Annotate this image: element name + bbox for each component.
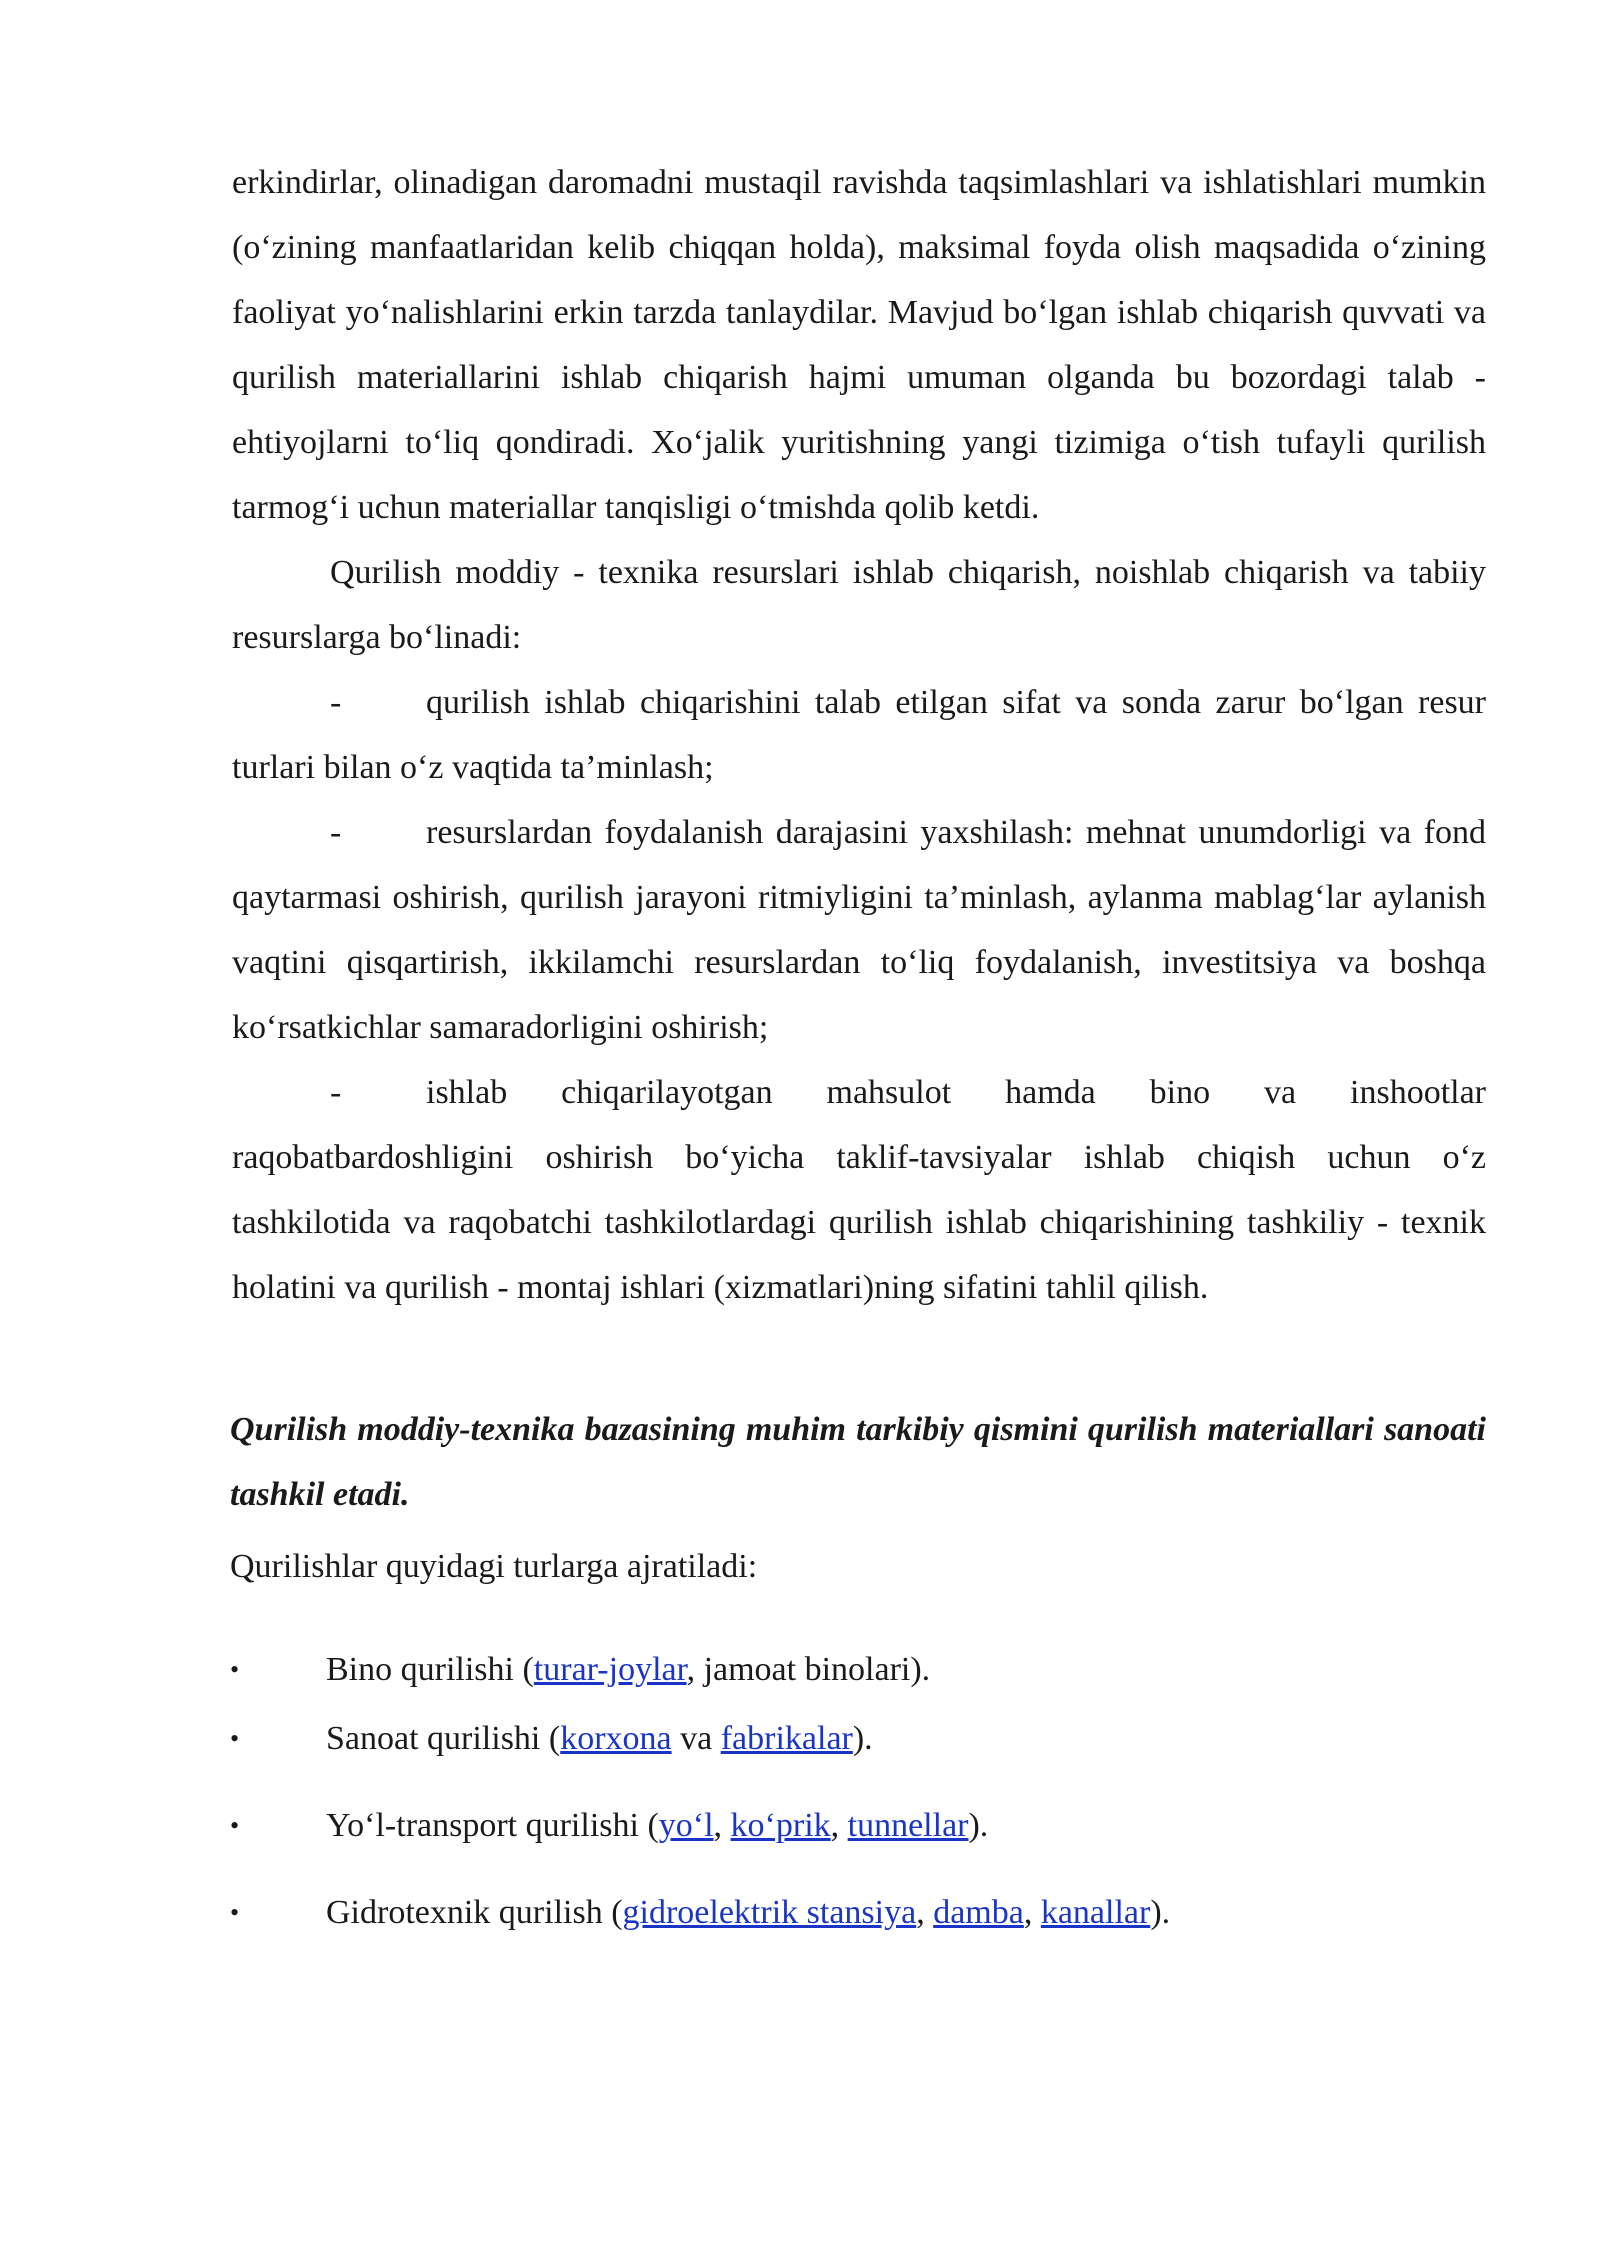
dash-marker: - — [330, 1074, 342, 1111]
dash-item-text: resurslardan foydalanish darajasini yaxshilash: mehnat unumdorligi va fond qaytarmasi oshirish, qurilish jarayoni ritmiyligini ta’minlash, aylanma mablag‘lar aylanish vaqtini qisqartirish, ikkilamchi resurslardan to‘liq foydalanish, investitsiya va boshqa ko‘rsatkichlar samaradorligini oshirish; — [232, 814, 1486, 1046]
item-lead: Bino qurilishi ( — [326, 1651, 534, 1688]
list-intro: Qurilishlar quyidagi turlarga ajratiladi: — [230, 1548, 758, 1585]
list-item — [230, 1711, 1486, 1766]
list-item — [230, 1885, 1486, 1940]
link-fabrikalar[interactable]: fabrikalar — [720, 1720, 853, 1757]
link-kanallar[interactable]: kanallar — [1040, 1894, 1151, 1931]
item-text: , — [1023, 1894, 1041, 1931]
section-heading: Qurilish moddiy-texnika bazasining muhim tarkibiy qismini qurilish materiallari sanoati tashkil etadi. — [230, 1411, 1486, 1513]
item-tail: ). — [1150, 1894, 1171, 1931]
dash-item-text: qurilish ishlab chiqarishini talab etilgan sifat va sonda zarur bo‘lgan resur turlari bilan o‘z vaqtida ta’minlash; — [232, 684, 1486, 786]
item-text: , — [713, 1807, 731, 1844]
link-damba[interactable]: damba — [933, 1894, 1024, 1931]
link-turar-joylar[interactable]: turar-joylar — [533, 1651, 687, 1688]
item-text: , — [916, 1894, 934, 1931]
bullet-icon: • — [230, 1655, 240, 1684]
dash-list-item — [232, 800, 1486, 1060]
link-yol[interactable]: yo‘l — [658, 1807, 714, 1844]
item-lead: Sanoat qurilishi ( — [326, 1720, 561, 1757]
link-gidroelektrik-stansiya[interactable]: gidroelektrik stansiya — [622, 1894, 917, 1931]
dash-list-item — [232, 670, 1486, 800]
list-item — [230, 1798, 1486, 1853]
bullet-icon: • — [230, 1811, 240, 1840]
item-tail: ). — [968, 1807, 989, 1844]
list-item — [230, 1642, 1486, 1697]
item-text: va — [671, 1720, 721, 1757]
item-lead: Gidrotexnik qurilish ( — [326, 1894, 623, 1931]
document-page — [232, 150, 1486, 1940]
link-koprik[interactable]: ko‘prik — [730, 1807, 831, 1844]
dash-list-item — [232, 1060, 1486, 1320]
link-tunnellar[interactable]: tunnellar — [847, 1807, 969, 1844]
dash-marker: - — [330, 814, 342, 851]
paragraph-resources: Qurilish moddiy - texnika resurslari ishlab chiqarish, noishlab chiqarish va tabiiy resurslarga bo‘linadi: — [232, 554, 1486, 656]
item-text: , jamoat binolari). — [686, 1651, 931, 1688]
paragraph-continuation: erkindirlar, olinadigan daromadni mustaqil ravishda taqsimlashlari va ishlatishlari mumkin (o‘zining manfaatlaridan kelib chiqqan holda), maksimal foyda olish maqsadida o‘zining faoliyat yo‘nalishlarini erkin tarzda tanlaydilar. Mavjud bo‘lgan ishlab chiqarish quvvati va qurilish materiallarini ishlab chiqarish hajmi umuman olganda bu bozordagi talab - ehtiyojlarni to‘liq qondiradi. Xo‘jalik yuritishning yangi tizimiga o‘tish tufayli qurilish tarmog‘i uchun materiallar tanqisligi o‘tmishda qolib ketdi. — [232, 164, 1486, 526]
dash-item-text: ishlab chiqarilayotgan mahsulot hamda bino va inshootlar raqobatbardoshligini oshirish bo‘yicha taklif-tavsiyalar ishlab chiqish uchun o‘z tashkilotida va raqobatchi tashkilotlardagi qurilish ishlab chiqarishining tashkiliy - texnik holatini va qurilish - montaj ishlari (xizmatlari)ning sifatini tahlil qilish. — [232, 1074, 1486, 1306]
item-tail: ). — [852, 1720, 873, 1757]
link-korxona[interactable]: korxona — [560, 1720, 672, 1757]
bullet-list — [230, 1642, 1486, 1940]
bullet-icon: • — [230, 1724, 240, 1753]
item-text: , — [830, 1807, 848, 1844]
item-lead: Yo‘l-transport qurilishi ( — [326, 1807, 659, 1844]
bullet-icon: • — [230, 1898, 240, 1927]
dash-marker: - — [330, 684, 342, 721]
